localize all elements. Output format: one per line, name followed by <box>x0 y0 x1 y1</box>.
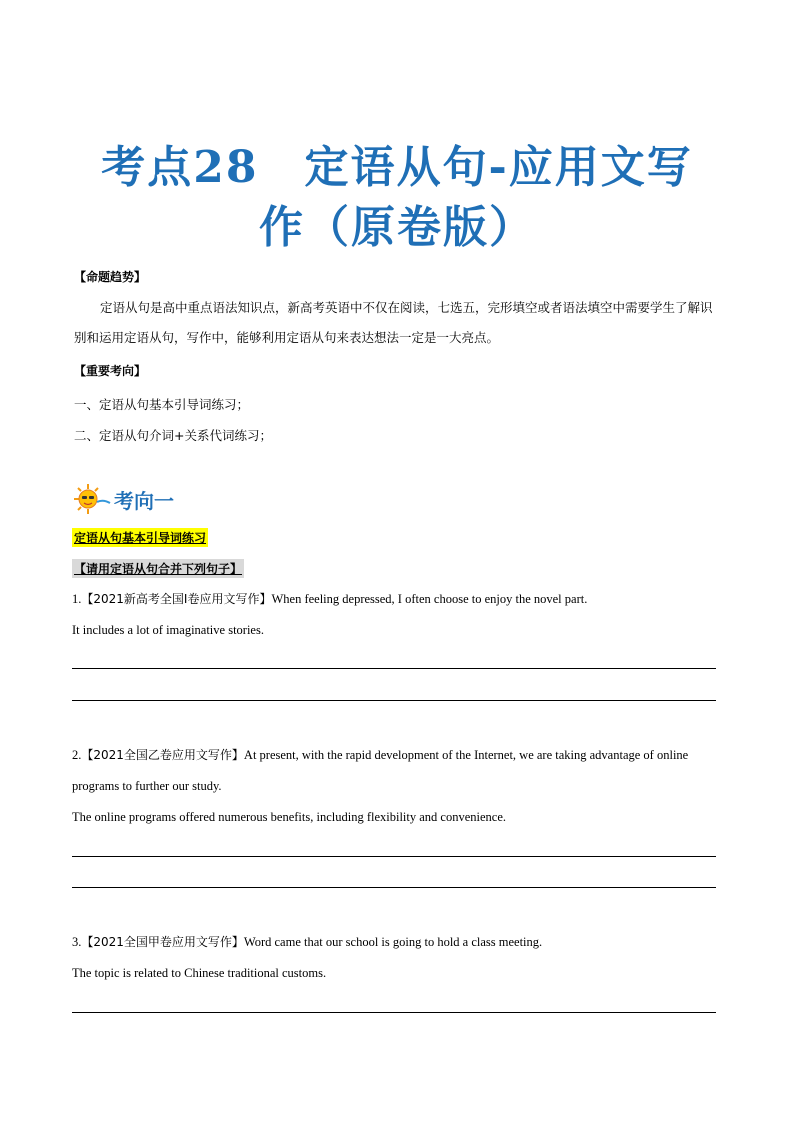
question-1-sentence-1: When feeling depressed, I often choose to enjoy the novel part. <box>271 592 588 606</box>
answer-line-2a[interactable] <box>72 856 716 857</box>
title-topic-number: 考点28 <box>101 142 259 193</box>
question-2-source: 【2021全国乙卷应用文写作】 <box>81 748 244 762</box>
trend-text: 定语从句是高中重点语法知识点，新高考英语中不仅在阅读，七选五，完形填空或者语法填空中需要学生了解识别和运用定语从句，写作中，能够利用定语从句来表达想法一定是一大亮点。 <box>74 300 713 345</box>
question-2-sentence-2: The online programs offered numerous benefits, including flexibility and convenience. <box>72 810 507 824</box>
sun-icon <box>72 482 112 516</box>
question-2 <box>72 740 722 833</box>
direction-heading: 【重要考向】 <box>74 364 147 378</box>
question-3-number: 3. <box>72 935 82 949</box>
page-title-line1 <box>0 138 794 198</box>
direction-item-2: 二、定语从句介词+关系代词练习； <box>74 428 272 443</box>
answer-line-1b[interactable] <box>72 700 716 701</box>
question-3-sentence-2: The topic is related to Chinese traditional customs. <box>72 966 327 980</box>
question-2-number: 2. <box>72 748 82 762</box>
question-3-source: 【2021全国甲卷应用文写作】 <box>81 935 244 949</box>
trend-paragraph <box>74 293 722 353</box>
answer-line-2b[interactable] <box>72 887 716 888</box>
question-3-sentence-1: Word came that our school is going to hold a class meeting. <box>243 935 543 949</box>
direction-item-1: 一、定语从句基本引导词练习； <box>74 397 250 412</box>
question-1 <box>72 584 722 646</box>
page-title-line2: 作（原卷版） <box>259 202 535 253</box>
question-3 <box>72 927 722 989</box>
title-topic-name: 定语从句-应用文写 <box>304 142 693 193</box>
answer-line-3a[interactable] <box>72 1012 716 1013</box>
question-1-sentence-2: It includes a lot of imaginative stories. <box>72 623 264 637</box>
section-heading-text: 考向一 <box>114 488 174 513</box>
exercise-instruction: 【请用定语从句合并下列句子】 <box>72 559 244 578</box>
answer-line-1a[interactable] <box>72 668 716 669</box>
question-2-sentence-1: At present, with the rapid development of the Internet, we are taking advantage of online programs to further our study. <box>72 748 689 793</box>
section-heading <box>72 482 174 516</box>
trend-heading: 【命题趋势】 <box>74 270 147 284</box>
highlighted-topic: 定语从句基本引导词练习 <box>72 528 208 547</box>
question-1-source: 【2021新高考全国I卷应用文写作】 <box>81 592 272 606</box>
question-1-number: 1. <box>72 592 82 606</box>
